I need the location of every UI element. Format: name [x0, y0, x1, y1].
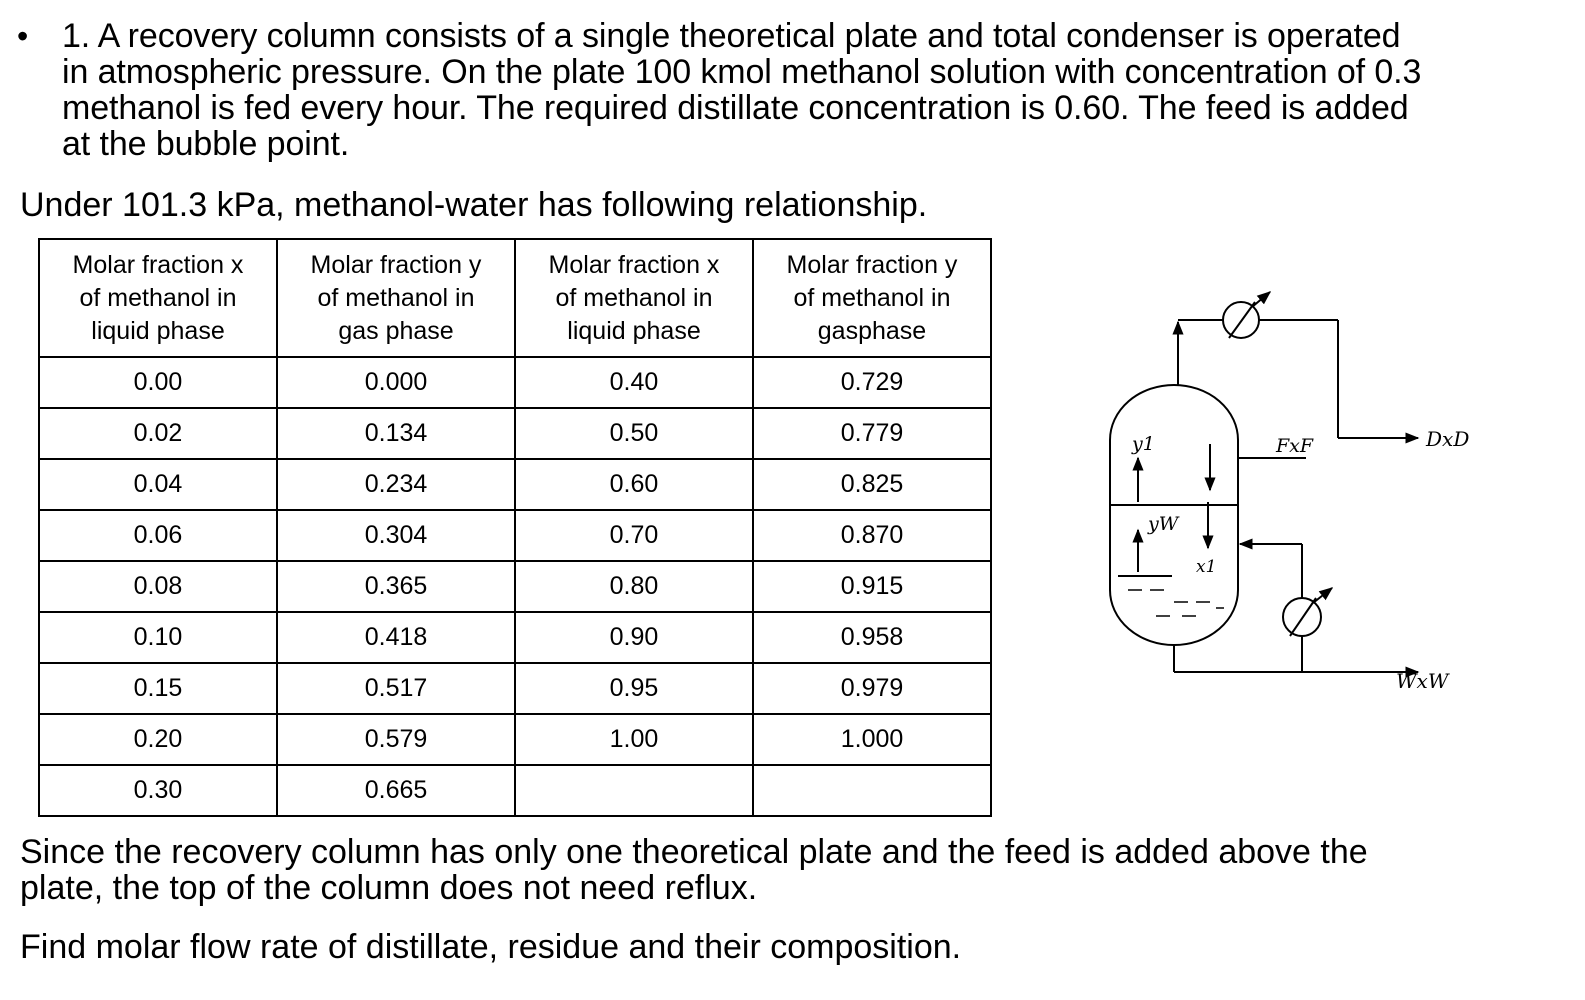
- table-cell: 0.70: [515, 510, 753, 561]
- table-row: [39, 408, 991, 459]
- note-line: Since the recovery column has only one theoretical plate and the feed is added above the: [20, 833, 1368, 871]
- label-yw: yW: [1148, 513, 1179, 535]
- header-line: of methanol in: [79, 283, 237, 312]
- header-x-liquid-1: [39, 239, 277, 357]
- table-cell: 0.40: [515, 357, 753, 408]
- table-row: [39, 510, 991, 561]
- header-line: liquid phase: [91, 316, 225, 345]
- table-row: [39, 663, 991, 714]
- table-cell: 0.870: [753, 510, 991, 561]
- bullet-marker: •: [17, 18, 29, 54]
- header-line: Molar fraction x: [548, 250, 720, 279]
- table-cell: 0.779: [753, 408, 991, 459]
- table-cell: 0.60: [515, 459, 753, 510]
- table-cell: 0.517: [277, 663, 515, 714]
- label-y1: y1: [1132, 433, 1155, 455]
- table-intro: Under 101.3 kPa, methanol-water has following relationship.: [20, 186, 928, 224]
- table-cell: 1.000: [753, 714, 991, 765]
- header-line: Molar fraction y: [310, 250, 482, 279]
- table-cell: 0.234: [277, 459, 515, 510]
- table-cell: [515, 765, 753, 816]
- header-y-gas-1: [277, 239, 515, 357]
- table-cell: 0.979: [753, 663, 991, 714]
- table-cell: 0.80: [515, 561, 753, 612]
- table-cell: 0.00: [39, 357, 277, 408]
- label-residue: WxW: [1396, 669, 1449, 693]
- reboiler-arrow: [1313, 588, 1332, 603]
- header-line: of methanol in: [793, 283, 951, 312]
- vle-table: [38, 238, 992, 817]
- condenser-arrow: [1252, 292, 1270, 307]
- note-line: plate, the top of the column does not need reflux.: [20, 869, 758, 907]
- table-row: [39, 714, 991, 765]
- question-text: Find molar flow rate of distillate, residue and their composition.: [20, 928, 962, 966]
- header-line: liquid phase: [567, 316, 701, 345]
- table-cell: 0.915: [753, 561, 991, 612]
- note-paragraph: [20, 834, 1368, 906]
- table-cell: 0.418: [277, 612, 515, 663]
- table-row: [39, 357, 991, 408]
- label-feed: FxF: [1276, 435, 1314, 457]
- liquid-dashes: [1128, 590, 1224, 616]
- table-cell: 0.08: [39, 561, 277, 612]
- problem-line: at the bubble point.: [62, 125, 350, 163]
- table-cell: 0.579: [277, 714, 515, 765]
- table-cell: 0.134: [277, 408, 515, 459]
- table-header-row: [39, 239, 991, 357]
- header-line: gas phase: [338, 316, 454, 345]
- table-cell: 0.02: [39, 408, 277, 459]
- header-line: gasphase: [817, 316, 927, 345]
- problem-line: in atmospheric pressure. On the plate 100 kmol methanol solution with concentration of 0.3: [62, 53, 1422, 91]
- header-y-gas-2: [753, 239, 991, 357]
- table-cell: 0.958: [753, 612, 991, 663]
- problem-statement: [62, 18, 1577, 162]
- table-cell: 0.50: [515, 408, 753, 459]
- table-cell: 0.95: [515, 663, 753, 714]
- table-cell: 0.10: [39, 612, 277, 663]
- table-cell: 0.04: [39, 459, 277, 510]
- table-row: [39, 459, 991, 510]
- header-line: of methanol in: [317, 283, 475, 312]
- header-line: of methanol in: [555, 283, 713, 312]
- label-x1: x1: [1196, 557, 1217, 577]
- column-diagram: [1100, 280, 1520, 720]
- table-body: [39, 357, 991, 816]
- table-cell: 0.15: [39, 663, 277, 714]
- table-cell: 0.365: [277, 561, 515, 612]
- table-cell: 0.825: [753, 459, 991, 510]
- table-cell: 0.304: [277, 510, 515, 561]
- table-cell: 0.90: [515, 612, 753, 663]
- table-row: [39, 612, 991, 663]
- table-cell: 0.06: [39, 510, 277, 561]
- header-line: Molar fraction y: [786, 250, 958, 279]
- problem-line: methanol is fed every hour. The required distillate concentration is 0.60. The feed is added: [62, 89, 1409, 127]
- label-distillate: DxD: [1426, 427, 1470, 451]
- problem-line: 1. A recovery column consists of a single theoretical plate and total condenser is operated: [62, 17, 1401, 55]
- table-cell: 0.665: [277, 765, 515, 816]
- table-row: [39, 765, 991, 816]
- header-line: Molar fraction x: [72, 250, 244, 279]
- table-cell: 0.20: [39, 714, 277, 765]
- table-cell: 0.30: [39, 765, 277, 816]
- header-x-liquid-2: [515, 239, 753, 357]
- table-cell: 1.00: [515, 714, 753, 765]
- table-cell: [753, 765, 991, 816]
- table-row: [39, 561, 991, 612]
- table-cell: 0.729: [753, 357, 991, 408]
- table-cell: 0.000: [277, 357, 515, 408]
